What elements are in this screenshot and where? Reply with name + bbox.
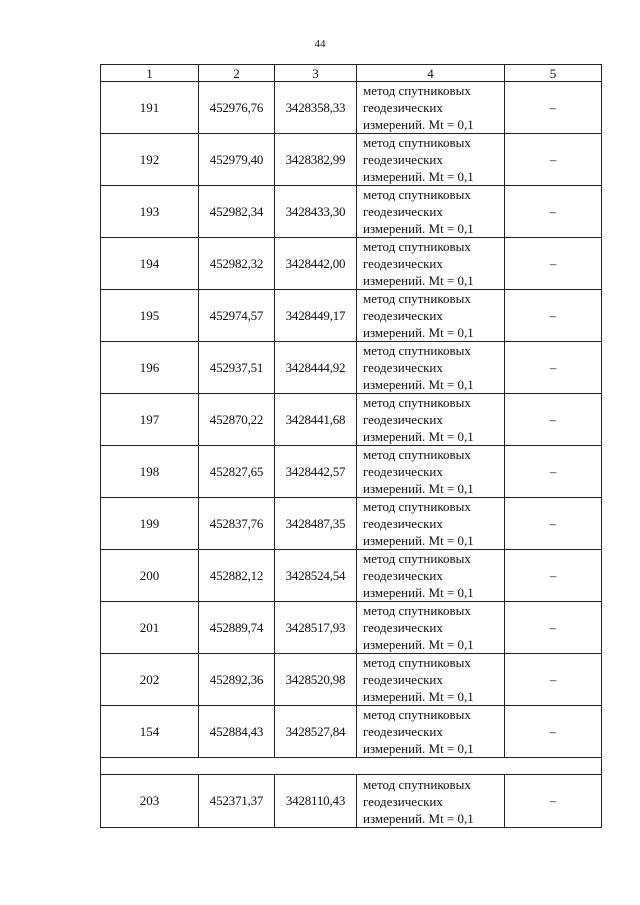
note-cell: –: [505, 602, 602, 654]
table-row: [101, 394, 602, 446]
point-number-cell: 203: [101, 775, 199, 828]
table-row: [101, 186, 602, 238]
x-coordinate-cell: 452882,12: [199, 550, 275, 602]
column-header: 3: [275, 65, 357, 82]
y-coordinate-cell: 3428382,99: [275, 134, 357, 186]
x-coordinate-cell: 452892,36: [199, 654, 275, 706]
point-number-cell: 194: [101, 238, 199, 290]
y-coordinate-cell: 3428449,17: [275, 290, 357, 342]
x-coordinate-cell: 452371,37: [199, 775, 275, 828]
table-row: [101, 134, 602, 186]
table-row: [101, 775, 602, 828]
column-header: 4: [357, 65, 505, 82]
table-row: [101, 238, 602, 290]
point-number-cell: 202: [101, 654, 199, 706]
point-number-cell: 195: [101, 290, 199, 342]
column-header: 5: [505, 65, 602, 82]
y-coordinate-cell: 3428444,92: [275, 342, 357, 394]
y-coordinate-cell: 3428358,33: [275, 82, 357, 134]
y-coordinate-cell: 3428433,30: [275, 186, 357, 238]
point-number-cell: 191: [101, 82, 199, 134]
y-coordinate-cell: 3428442,57: [275, 446, 357, 498]
method-cell: метод спутниковых геодезических измерений. Mt = 0,1: [357, 290, 505, 342]
point-number-cell: 197: [101, 394, 199, 446]
table-row: [101, 446, 602, 498]
table-row: [101, 82, 602, 134]
note-cell: –: [505, 775, 602, 828]
method-cell: метод спутниковых геодезических измерений. Mt = 0,1: [357, 342, 505, 394]
y-coordinate-cell: 3428110,43: [275, 775, 357, 828]
x-coordinate-cell: 452870,22: [199, 394, 275, 446]
method-cell: метод спутниковых геодезических измерений. Mt = 0,1: [357, 238, 505, 290]
method-cell: метод спутниковых геодезических измерений. Mt = 0,1: [357, 394, 505, 446]
method-cell: метод спутниковых геодезических измерений. Mt = 0,1: [357, 550, 505, 602]
x-coordinate-cell: 452982,34: [199, 186, 275, 238]
table-row: [101, 602, 602, 654]
note-cell: –: [505, 186, 602, 238]
y-coordinate-cell: 3428517,93: [275, 602, 357, 654]
x-coordinate-cell: 452937,51: [199, 342, 275, 394]
x-coordinate-cell: 452827,65: [199, 446, 275, 498]
method-cell: метод спутниковых геодезических измерений. Mt = 0,1: [357, 82, 505, 134]
page-number: 44: [314, 38, 326, 50]
separator-row: [101, 758, 602, 775]
y-coordinate-cell: 3428520,98: [275, 654, 357, 706]
note-cell: –: [505, 446, 602, 498]
note-cell: –: [505, 394, 602, 446]
coordinates-table: [100, 64, 602, 828]
point-number-cell: 199: [101, 498, 199, 550]
x-coordinate-cell: 452979,40: [199, 134, 275, 186]
point-number-cell: 198: [101, 446, 199, 498]
y-coordinate-cell: 3428442,00: [275, 238, 357, 290]
table-row: [101, 550, 602, 602]
table-row: [101, 342, 602, 394]
x-coordinate-cell: 452884,43: [199, 706, 275, 758]
note-cell: –: [505, 238, 602, 290]
header-row: [101, 65, 602, 82]
x-coordinate-cell: 452889,74: [199, 602, 275, 654]
method-cell: метод спутниковых геодезических измерений. Mt = 0,1: [357, 706, 505, 758]
column-header: 1: [101, 65, 199, 82]
note-cell: –: [505, 550, 602, 602]
x-coordinate-cell: 452982,32: [199, 238, 275, 290]
x-coordinate-cell: 452976,76: [199, 82, 275, 134]
point-number-cell: 192: [101, 134, 199, 186]
y-coordinate-cell: 3428441,68: [275, 394, 357, 446]
x-coordinate-cell: 452974,57: [199, 290, 275, 342]
method-cell: метод спутниковых геодезических измерений. Mt = 0,1: [357, 654, 505, 706]
method-cell: метод спутниковых геодезических измерений. Mt = 0,1: [357, 602, 505, 654]
table-row: [101, 290, 602, 342]
y-coordinate-cell: 3428527,84: [275, 706, 357, 758]
point-number-cell: 193: [101, 186, 199, 238]
note-cell: –: [505, 342, 602, 394]
method-cell: метод спутниковых геодезических измерений. Mt = 0,1: [357, 498, 505, 550]
note-cell: –: [505, 82, 602, 134]
point-number-cell: 201: [101, 602, 199, 654]
note-cell: –: [505, 706, 602, 758]
point-number-cell: 200: [101, 550, 199, 602]
y-coordinate-cell: 3428524,54: [275, 550, 357, 602]
point-number-cell: 154: [101, 706, 199, 758]
y-coordinate-cell: 3428487,35: [275, 498, 357, 550]
table-row: [101, 498, 602, 550]
table-row: [101, 654, 602, 706]
column-header: 2: [199, 65, 275, 82]
table-row: [101, 706, 602, 758]
separator-cell: [101, 758, 602, 775]
point-number-cell: 196: [101, 342, 199, 394]
method-cell: метод спутниковых геодезических измерений. Mt = 0,1: [357, 775, 505, 828]
method-cell: метод спутниковых геодезических измерений. Mt = 0,1: [357, 134, 505, 186]
x-coordinate-cell: 452837,76: [199, 498, 275, 550]
note-cell: –: [505, 654, 602, 706]
method-cell: метод спутниковых геодезических измерений. Mt = 0,1: [357, 446, 505, 498]
note-cell: –: [505, 134, 602, 186]
note-cell: –: [505, 290, 602, 342]
method-cell: метод спутниковых геодезических измерений. Mt = 0,1: [357, 186, 505, 238]
note-cell: –: [505, 498, 602, 550]
